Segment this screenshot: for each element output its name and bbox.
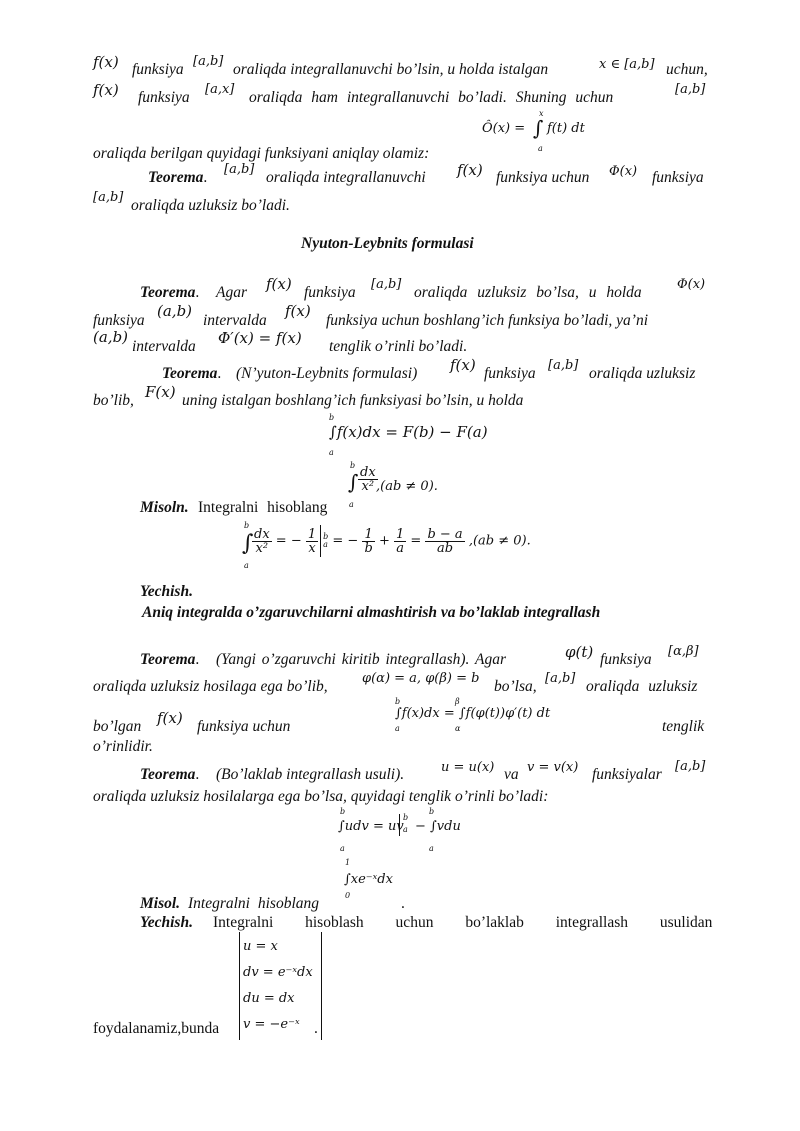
text: funksiya [304, 284, 356, 301]
text: funksiyalar [592, 766, 662, 783]
text: tenglik [662, 718, 705, 735]
text: (N’yuton-Leybnits formulasi) [236, 365, 418, 382]
math-interval: [a,b] [371, 277, 402, 292]
text: oraliqda uzluksiz [586, 678, 698, 695]
substitution-formula: ∫f(x)dx = ∫f(φ(t))φ′(t) dt [395, 706, 551, 721]
math-interval: [a,b] [93, 190, 124, 205]
math-phi: Φ(x) [677, 277, 706, 292]
integral-upper-limit: β [455, 697, 460, 706]
parts-formula-left: ∫udv = uv [338, 819, 404, 834]
theorem-label: Teorema. [148, 169, 208, 186]
integral-sign: ∫ [348, 470, 359, 494]
text: . [314, 1020, 318, 1037]
evaluation-bar [399, 814, 400, 836]
text: uning istalgan boshlang’ich funksiyasi bo’lsin, u holda [182, 392, 524, 409]
integral-upper-limit: x [539, 109, 544, 118]
integral-upper-limit: b [244, 521, 250, 530]
math-phi: Φ(x) [609, 164, 638, 179]
math-interval: [a,b] [675, 759, 706, 774]
integral-lower-limit: 0 [345, 891, 351, 900]
text: Agar [216, 284, 247, 301]
math-interval: [a,b] [675, 82, 706, 97]
math-interval: (a,b) [157, 302, 193, 320]
integral-lower-limit: a [329, 448, 334, 457]
integral-lower-limit: a [538, 144, 543, 153]
integral-upper-limit: b [329, 413, 335, 422]
math-interval: [a,b] [224, 162, 255, 177]
text: oraliqda uzluksiz hosilalarga ega bo’lsa, quyidagi tenglik o’rinli bo’ladi: [93, 788, 549, 805]
integral-upper-limit: 1 [345, 858, 351, 867]
theorem-label: Teorema. [162, 365, 222, 382]
integral-lower-limit: α [455, 724, 461, 733]
math-interval: [a,b] [545, 671, 576, 686]
math-Fx: F(x) [145, 383, 176, 401]
math-integrand: f(t) dt [547, 121, 585, 136]
text: (Bo’laklab integrallash usuli). [216, 766, 405, 783]
solution-label: Yechish. [140, 914, 193, 931]
text: funksiya [600, 651, 652, 668]
math-interval: [α,β] [668, 644, 699, 659]
text: (Yangi o’zgaruvchi kiritib integrallash). Agar [216, 651, 507, 668]
math-equation: φ(α) = a, φ(β) = b [362, 671, 480, 686]
math-u: u = u(x) [441, 760, 495, 775]
text: bo’lsa, [494, 678, 537, 695]
math-fx: f(x) [157, 709, 183, 727]
bar-lower-limit: a [403, 825, 408, 834]
section-heading: Nyuton-Leybnits formulasi [301, 235, 474, 252]
text: oraliqda uzluksiz [589, 365, 696, 382]
solution-label: Yechish. [140, 583, 193, 600]
text: bo’lib, [93, 392, 134, 409]
math-equation: Φ′(x) = f(x) [218, 329, 302, 347]
newton-leibniz-formula: ∫f(x)dx = F(b) − F(a) [329, 423, 488, 441]
text: funksiya [132, 61, 184, 78]
integral-upper-limit: b [340, 807, 346, 816]
math-fx: f(x) [266, 275, 292, 293]
text: tenglik o’rinli bo’ladi. [329, 338, 468, 355]
math-interval: (a,b) [93, 328, 129, 346]
system-line: dv = e⁻ˣdx [243, 965, 313, 980]
math-interval: [a,b] [548, 358, 579, 373]
math-fx: f(x) [93, 81, 119, 99]
example-label: Misoln. [140, 499, 189, 516]
example-label: Misol. [140, 895, 181, 912]
text: oraliqda integrallanuvchi bo’lsin, u holda istalgan [233, 61, 549, 78]
integral-lower-limit: a [429, 844, 434, 853]
theorem-label: Teorema. [140, 766, 200, 783]
integral-lower-limit: a [244, 561, 249, 570]
math-x-in: x ∈ [a,b] [599, 57, 655, 72]
text: oraliqda integrallanuvchi [266, 169, 426, 186]
text: funksiya [138, 89, 190, 106]
theorem-label: Teorema. [140, 651, 200, 668]
math-phi-lhs: Ô(x) = [482, 121, 526, 136]
integral-lower-limit: a [340, 844, 345, 853]
text: funksiya [484, 365, 536, 382]
math-condition: ,(ab ≠ 0). [376, 479, 438, 494]
math-fx: f(x) [285, 302, 311, 320]
substitution-system [239, 932, 322, 1040]
example-integral: ∫xe⁻ˣdx [344, 872, 393, 887]
text: oraliqda uzluksiz bo’ladi. [131, 197, 290, 214]
text: funksiya [652, 169, 704, 186]
system-line: v = −e⁻ˣ [243, 1017, 300, 1032]
text: . [401, 895, 405, 912]
integral-sign: ∫ [242, 531, 254, 556]
text: Integralni hisoblang [188, 895, 320, 912]
theorem-label: Teorema. [140, 284, 200, 301]
math-fx: f(x) [93, 53, 119, 71]
section-heading: Aniq integralda o’zgaruvchilarni almashtirish va bo’laklab integrallash [142, 604, 601, 621]
system-line: du = dx [243, 991, 295, 1006]
text: Integralni hisoblang [198, 499, 328, 516]
integral-lower-limit: a [395, 724, 400, 733]
math-interval: [a,b] [193, 54, 224, 69]
text: oraliqda ham integrallanuvchi bo’ladi. Shuning uchun [249, 89, 614, 106]
math-v: v = v(x) [527, 760, 579, 775]
text: Integralni hisoblash uchun bo’laklab integrallash usulidan [213, 914, 713, 931]
math-fx: f(x) [457, 161, 483, 179]
math-fx: f(x) [450, 356, 476, 374]
bar-upper-limit: b [403, 813, 409, 822]
system-line: u = x [243, 939, 278, 954]
text: bo’lgan [93, 718, 142, 735]
text: va [504, 766, 519, 783]
text: oraliqda uzluksiz bo’lsa, u holda [414, 284, 642, 301]
integral-sign: ∫ [533, 116, 544, 140]
parts-formula-right: − ∫vdu [415, 819, 461, 834]
solution-formula: $\frac{dx}{\text{x²}}$ = − $\frac{1}{x}$ b a = − $\frac{1}{b}$ + $\frac{1}{a}$ = $\frac{b - a}{ab}$ ,(ab ≠ 0). [254, 526, 531, 556]
text: oraliqda uzluksiz hosilaga ega bo’lib, [93, 678, 328, 695]
text: funksiya uchun [197, 718, 291, 735]
text: funksiya uchun [496, 169, 590, 186]
text: intervalda [132, 338, 196, 355]
text: funksiya uchun boshlang’ich funksiya bo’ladi, ya’ni [326, 312, 648, 329]
integral-upper-limit: b [350, 461, 356, 470]
text: oraliqda berilgan quyidagi funksiyani aniqlay olamiz: [93, 145, 430, 162]
text: uchun, [666, 61, 708, 78]
text: intervalda [203, 312, 267, 329]
integral-fraction: $\frac{dx}{\text{x²}}$ [360, 465, 376, 494]
text: foydalanamiz,bunda [93, 1020, 220, 1037]
integral-upper-limit: b [395, 697, 401, 706]
math-phi-t: φ(t) [565, 643, 594, 661]
integral-upper-limit: b [429, 807, 435, 816]
text: o’rinlidir. [93, 738, 153, 755]
math-interval: [a,x] [205, 82, 235, 97]
integral-lower-limit: a [349, 500, 354, 509]
text: funksiya [93, 312, 145, 329]
